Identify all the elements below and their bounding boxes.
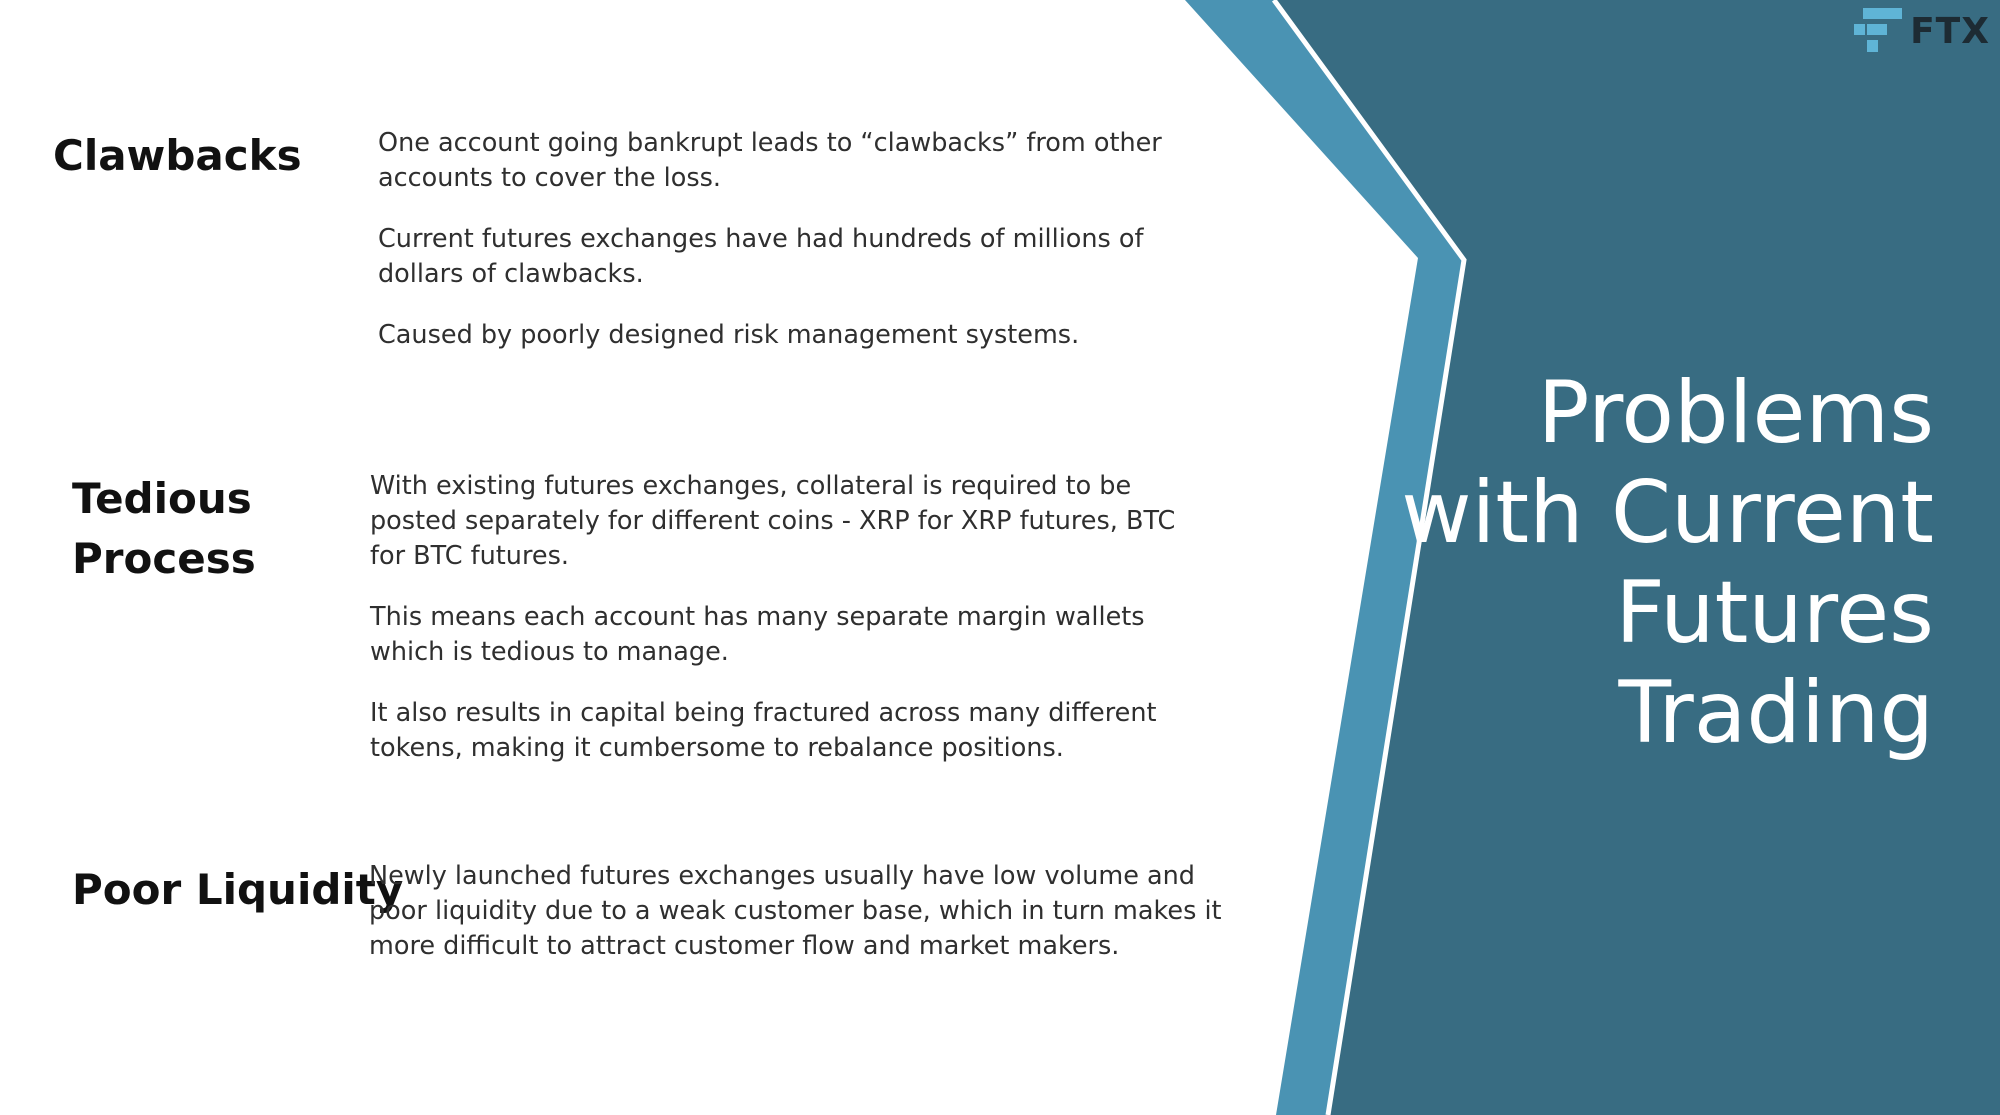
section-body-poor-liquidity	[369, 859, 1229, 990]
heading-line: Process	[72, 534, 256, 583]
paragraph: One account going bankrupt leads to “clawbacks” from other accounts to cover the loss.	[378, 128, 1162, 193]
ftx-logo-icon	[1854, 8, 1902, 54]
ftx-logo-text: FTX	[1910, 10, 1990, 52]
ftx-logo	[1854, 8, 1990, 54]
section-heading-clawbacks	[53, 126, 302, 186]
section-body-tedious-process	[370, 469, 1210, 792]
paragraph: With existing futures exchanges, collateral is required to be posted separately for different coins - XRP for XRP futures, BTC for BTC futures.	[370, 471, 1176, 571]
heading-line: Poor Liquidity	[72, 865, 404, 914]
heading-line: Clawbacks	[53, 131, 302, 180]
paragraph: Newly launched futures exchanges usually have low volume and poor liquidity due to a weak customer base, which in turn makes it more difficult to attract customer flow and market makers.	[369, 861, 1222, 961]
title-line: Trading	[1618, 663, 1934, 763]
heading-line: Tedious	[72, 474, 252, 523]
slide-title	[1374, 363, 1934, 763]
title-line: Futures	[1615, 563, 1934, 663]
section-heading-poor-liquidity	[72, 860, 403, 920]
paragraph: Current futures exchanges have had hundreds of millions of dollars of clawbacks.	[378, 224, 1144, 289]
title-line: with Current	[1401, 463, 1934, 563]
section-heading-tedious-process	[72, 469, 256, 589]
paragraph: Caused by poorly designed risk management systems.	[378, 320, 1080, 350]
section-body-clawbacks	[378, 126, 1218, 379]
paragraph: It also results in capital being fractured across many different tokens, making it cumbersome to rebalance positions.	[370, 698, 1157, 763]
title-line: Problems	[1537, 363, 1934, 463]
paragraph: This means each account has many separate margin wallets which is tedious to manage.	[370, 602, 1145, 667]
